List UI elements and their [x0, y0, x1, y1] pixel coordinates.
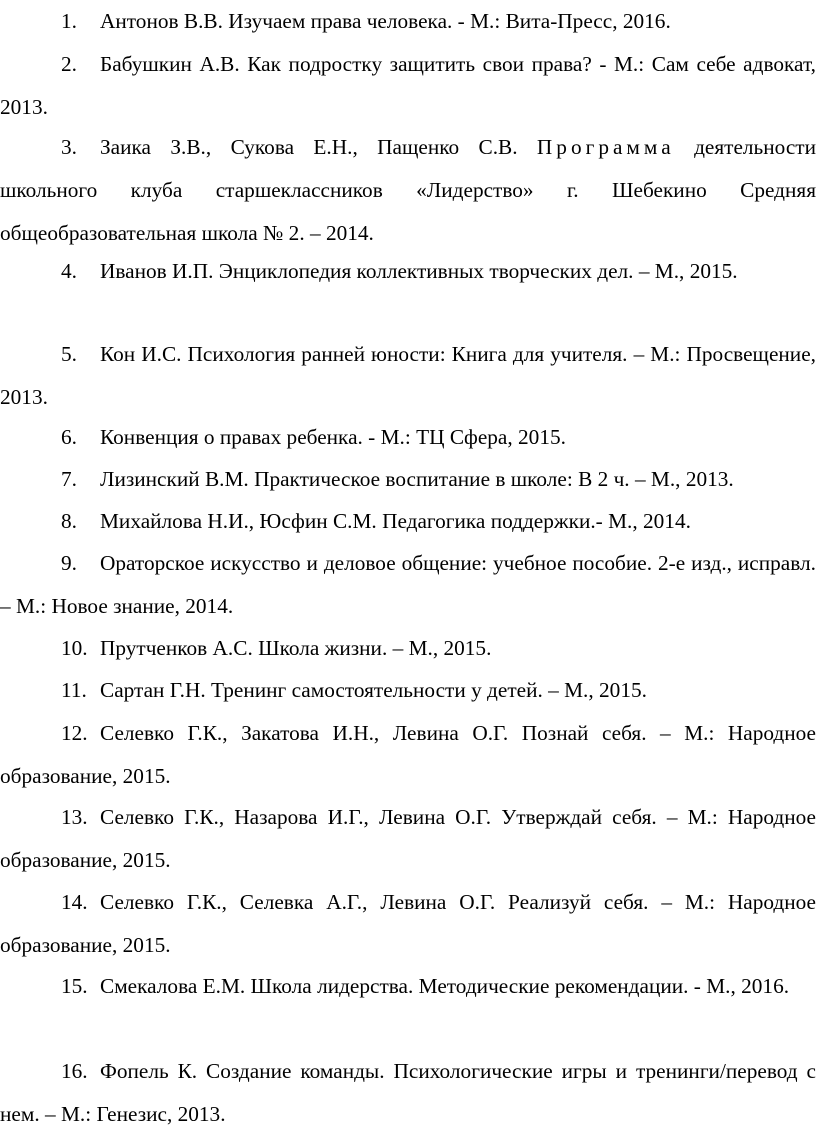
- reference-text-start: Заика З.В., Сукова Е.Н., Пащенко С.В.: [100, 135, 537, 159]
- reference-number: 12.: [61, 721, 88, 745]
- reference-item-16: [0, 1050, 816, 1136]
- reference-text: Сартан Г.Н. Тренинг самостоятельности у детей. – М., 2015.: [100, 678, 647, 702]
- reference-item-4: [0, 250, 816, 293]
- reference-number: 9.: [61, 551, 77, 575]
- reference-text-spaced: Программа: [536, 135, 675, 159]
- reference-text: Антонов В.В. Изучаем права человека. - М.: Вита-Пресс, 2016.: [100, 9, 671, 33]
- reference-number: 4.: [61, 259, 77, 283]
- reference-item-11: [0, 669, 816, 712]
- reference-item-6: [0, 416, 816, 459]
- reference-item-5: [0, 333, 816, 419]
- reference-number: 2.: [61, 52, 77, 76]
- reference-number: 11.: [61, 678, 87, 702]
- reference-number: 3.: [61, 135, 77, 159]
- reference-text: Лизинский В.М. Практическое воспитание в школе: В 2 ч. – М., 2013.: [100, 467, 734, 491]
- reference-text: Конвенция о правах ребенка. - М.: ТЦ Сфера, 2015.: [100, 425, 566, 449]
- reference-number: 6.: [61, 425, 77, 449]
- reference-item-13: [0, 796, 816, 882]
- reference-text: Смекалова Е.М. Школа лидерства. Методические рекомендации. - М., 2016.: [100, 974, 790, 998]
- reference-number: 7.: [61, 467, 77, 491]
- reference-item-7: [0, 458, 816, 501]
- reference-item-1: [0, 0, 816, 43]
- reference-number: 10.: [61, 636, 88, 660]
- reference-text: Кон И.С. Психология ранней юности: Книга для учителя. – М.: Просвещение, 2013.: [0, 342, 816, 409]
- reference-number: 1.: [61, 9, 77, 33]
- reference-item-3: [0, 126, 816, 255]
- reference-number: 5.: [61, 342, 77, 366]
- reference-item-8: [0, 500, 816, 543]
- reference-item-10: [0, 627, 816, 670]
- reference-text: Михайлова Н.И., Юсфин С.М. Педагогика поддержки.- М., 2014.: [100, 509, 691, 533]
- reference-item-2: [0, 43, 816, 129]
- reference-number: 14.: [61, 890, 88, 914]
- reference-number: 8.: [61, 509, 77, 533]
- reference-text: Фопель К. Создание команды. Психологические игры и тренинги/перевод с нем. – М.: Генезис, 2013.: [0, 1059, 816, 1126]
- reference-text: Ораторское искусство и деловое общение: учебное пособие. 2-е изд., исправл. – М.: Новое знание, 2014.: [0, 551, 816, 618]
- reference-text: Селевко Г.К., Селевка А.Г., Левина О.Г. Реализуй себя. – М.: Народное образование, 2015.: [0, 890, 816, 957]
- reference-number: 16.: [61, 1059, 88, 1083]
- reference-number: 15.: [61, 974, 88, 998]
- reference-item-9: [0, 542, 816, 628]
- reference-text: Селевко Г.К., Назарова И.Г., Левина О.Г. Утверждай себя. – М.: Народное образование, 2015.: [0, 805, 816, 872]
- reference-item-14: [0, 881, 816, 967]
- reference-text: Прутченков А.С. Школа жизни. – М., 2015.: [100, 636, 492, 660]
- reference-text: Селевко Г.К., Закатова И.Н., Левина О.Г. Познай себя. – М.: Народное образование, 2015.: [0, 721, 816, 788]
- reference-text-end: деятельности школьного клуба старшеклассников «Лидерство» г. Шебекино Средняя общеобразовательная школа № 2. – 2014.: [0, 135, 816, 245]
- reference-item-12: [0, 712, 816, 798]
- reference-text: Иванов И.П. Энциклопедия коллективных творческих дел. – М., 2015.: [100, 259, 738, 283]
- reference-number: 13.: [61, 805, 88, 829]
- reference-item-15: [0, 965, 816, 1008]
- reference-text: Бабушкин А.В. Как подростку защитить свои права? - М.: Сам себе адвокат, 2013.: [0, 52, 816, 119]
